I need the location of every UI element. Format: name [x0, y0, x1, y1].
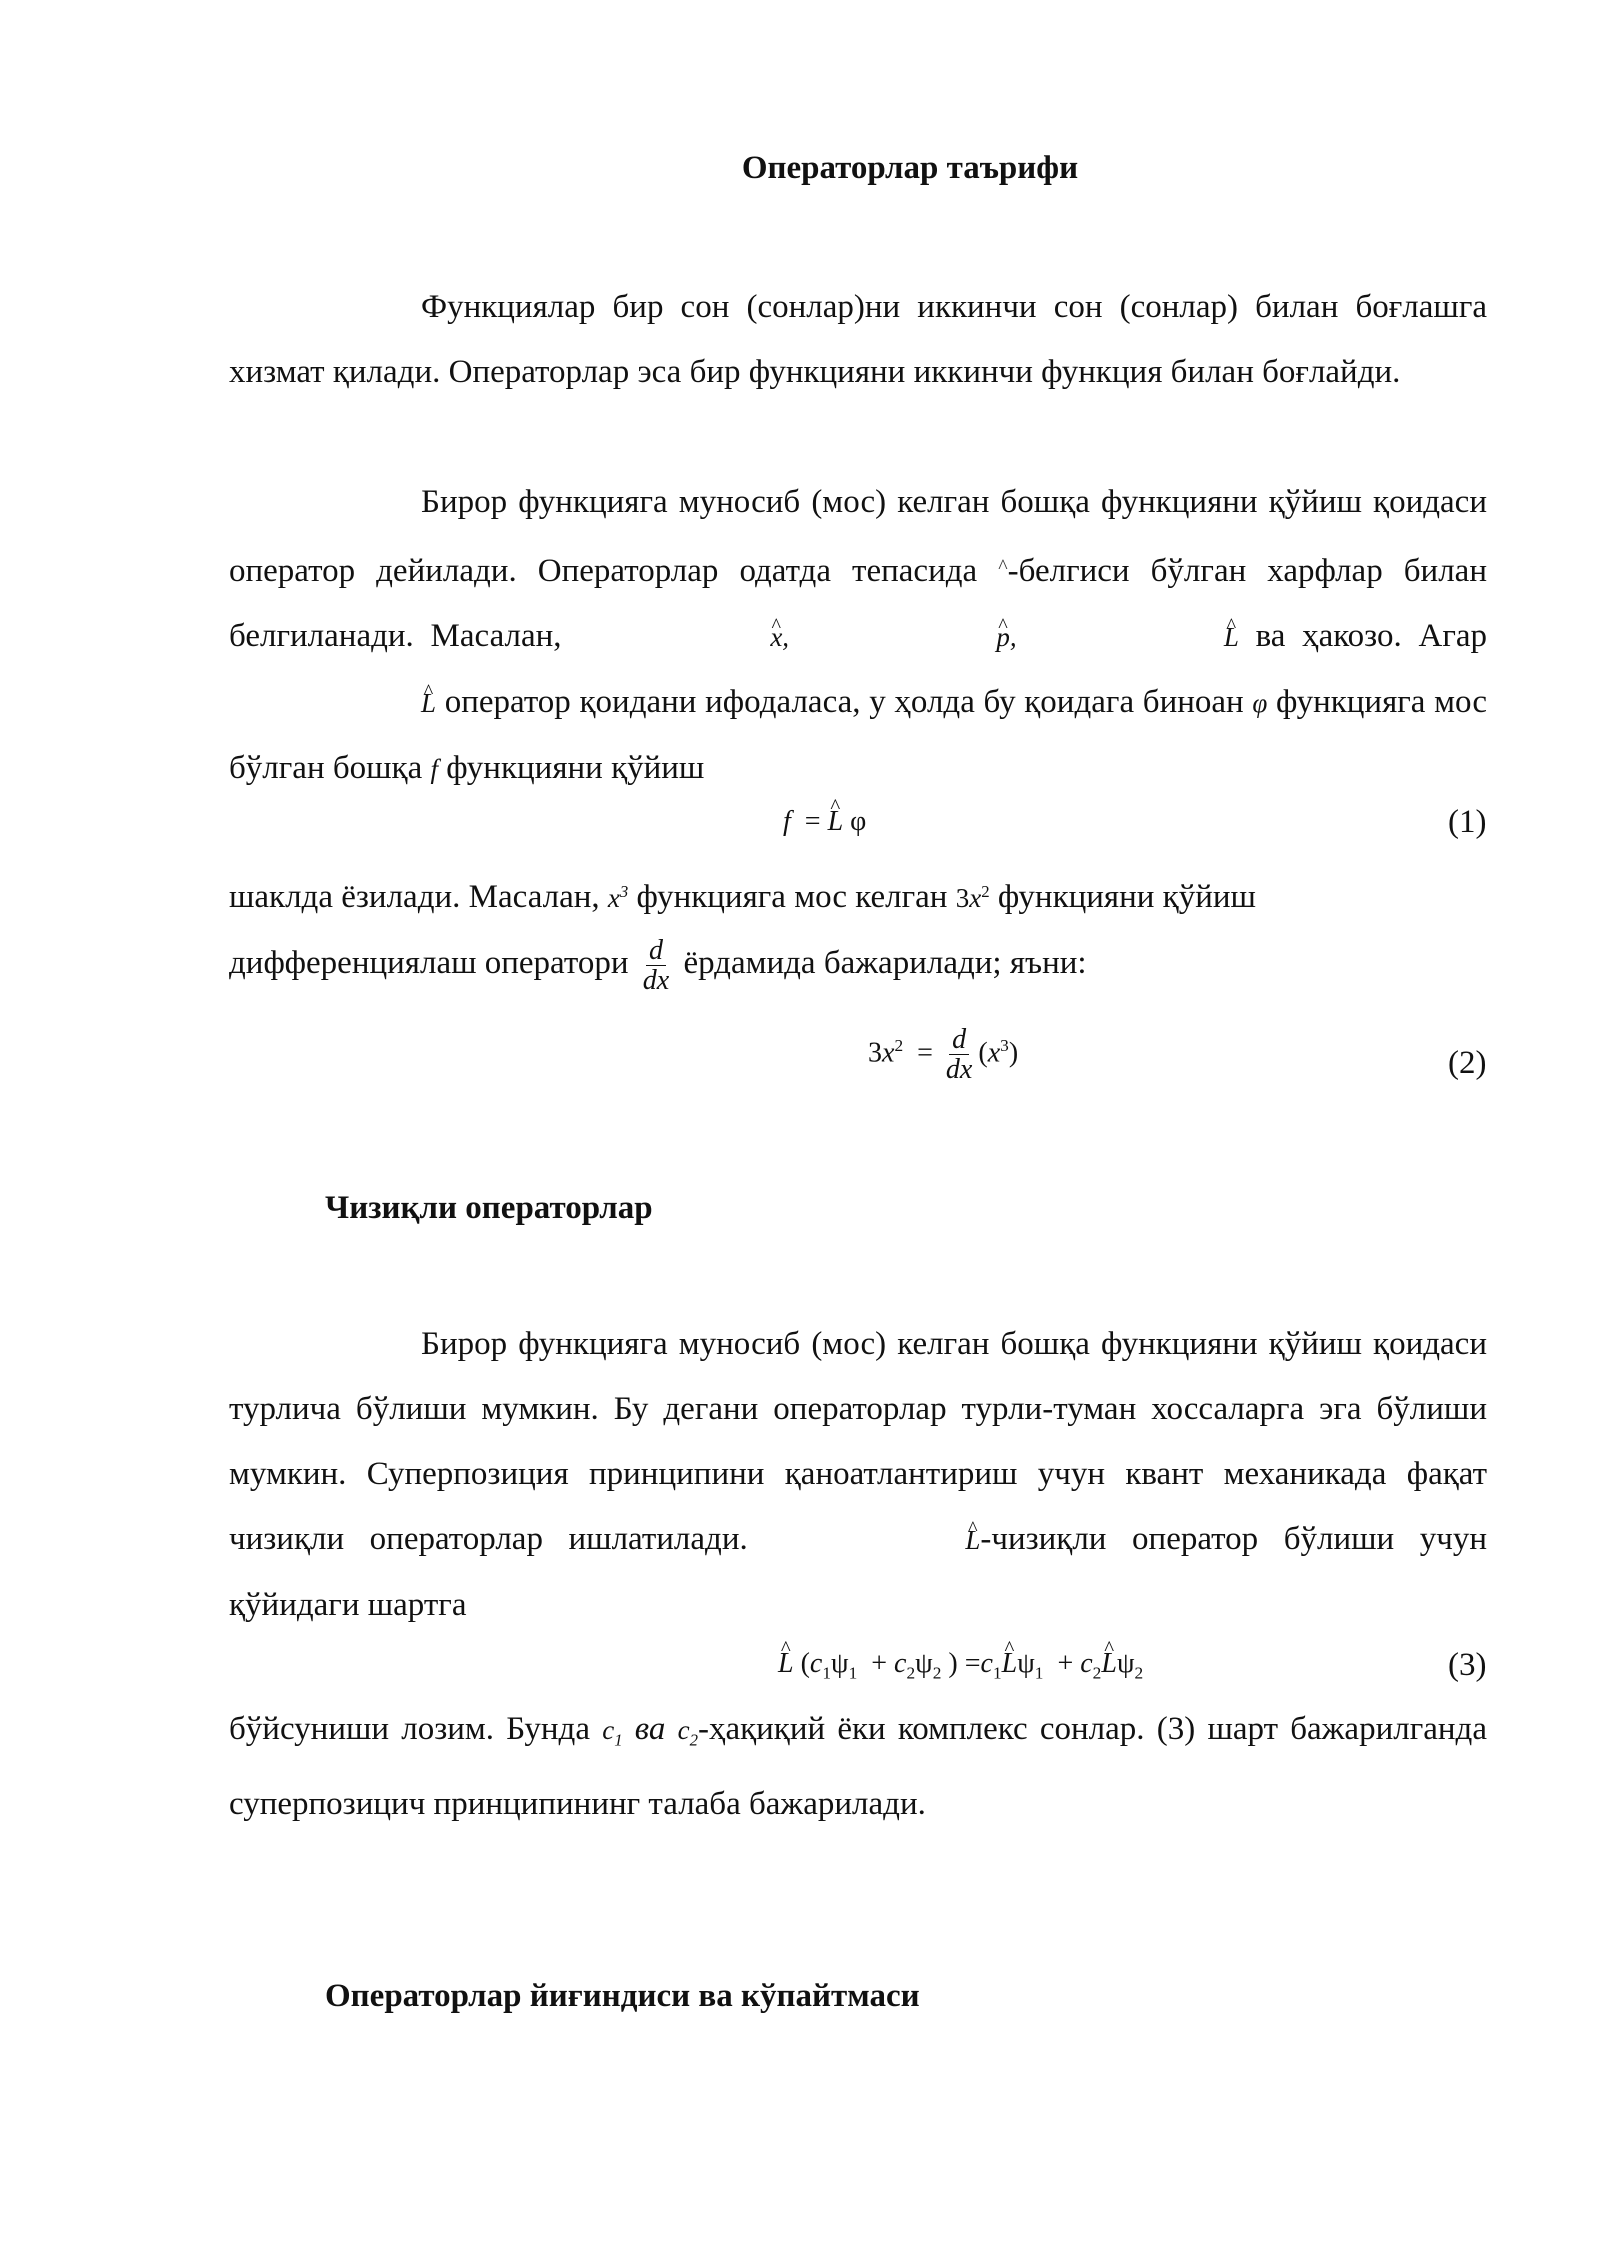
text-run: функцияга мос бўлган бошқа — [229, 684, 1487, 786]
c1-math: $c_1$ — [602, 1715, 623, 1750]
equation-1-number: (1) — [1448, 804, 1487, 840]
text-run: оператор қоидани ифодаласа, у ҳолда бу қоидага биноан — [436, 684, 1253, 720]
x-cubed-math: $x^3$ — [607, 882, 629, 913]
paragraph-differentiation — [229, 859, 1487, 996]
operator-L-math: ^ L — [773, 1525, 980, 1555]
phi-math: φ — [1252, 688, 1268, 718]
text-run: -белгиси бўлган харфлар билан белгиланади. Масалан, — [229, 553, 1487, 654]
text-run: функцияга мос келган — [628, 879, 956, 915]
equation-3: ^ L ($c_1\psi_1 + c_2\psi_2$ ) $=c_1\^{}$ $L\psi_1$ + $c_2\^{}$ $L\psi_2$ — [778, 1648, 1143, 1684]
paragraph-functions: Функциялар бир сон (сонлар)ни иккинчи сон (сонлар) билан боғлашга хизмат қилади. Операторлар эса бир функцияни иккинчи функция билан боғлайди. — [229, 289, 1487, 390]
f-math: f — [430, 754, 438, 784]
section-heading-linear-operators: Чизиқли операторлар — [325, 1190, 653, 1226]
text-run: шаклда ёзилади. Масалан, — [229, 879, 608, 915]
equation-1: f = ^ L φ — [783, 806, 866, 838]
hat-symbol: ^ — [998, 556, 1008, 578]
text-run: бўйсуниши лозим. Бунда — [229, 1711, 603, 1747]
text-run: ёрдамида бажарилади; яъни: — [675, 945, 1087, 981]
section-heading-sum-product: Операторлар йиғиндиси ва кўпайтмаси — [325, 1978, 920, 2014]
operator-L-math: ^ L — [229, 688, 436, 718]
equation-3-number: (3) — [1448, 1647, 1487, 1683]
text-run: ва ҳакозо. Агар — [1238, 618, 1488, 654]
paragraph-superposition — [229, 1697, 1487, 1837]
text-run: -ҳақиқий ёки комплекс сонлар. (3) шарт бажарилганда суперпозицич принципининг талаба бажарилади. — [229, 1711, 1487, 1823]
text-run: -чизиқли оператор бўлиши учун қўйидаги шартга — [229, 1521, 1488, 1623]
d-dx-fraction: $\frac{d}{dx}$ — [642, 934, 670, 996]
equation-2: $3x^2$ = $\frac{d}{dx}$ $(x^3)$ — [868, 1024, 1019, 1086]
text-run: Бирор функцияга муносиб (мос) келган бошқа функцияни қўйиш қоидаси оператор дейилади. Операторлар одатда тепасида — [229, 484, 1487, 589]
text-run: функцияни қўйиш — [438, 750, 705, 786]
page-title: Операторлар таърифи — [741, 150, 1079, 186]
operator-examples-math: ^ x, ^ p, ^ L — [578, 622, 1239, 652]
equation-2-number: (2) — [1448, 1045, 1487, 1081]
text-run: дифференциялаш оператори — [229, 945, 637, 981]
text-run: ва — [622, 1711, 678, 1747]
three-x-squared-math: $3x^2$ — [955, 882, 990, 913]
paragraph-operator-definition — [229, 470, 1487, 802]
paragraph-linear-operators — [229, 1312, 1487, 1638]
text-run: функцияни қўйиш — [989, 879, 1256, 915]
c2-math: $c_2$ — [677, 1715, 698, 1750]
text-run: Бирор функцияга муносиб (мос) келган бошқа функцияни қўйиш қоидаси турлича бўлиши мумкин. Бу дегани операторлар турли-туман хоссаларга эга бўлиши мумкин. Суперпозиция принципини қаноатлантириш учун квант механикада фақат чизиқли операторлар ишлатилади. — [229, 1326, 1487, 1557]
